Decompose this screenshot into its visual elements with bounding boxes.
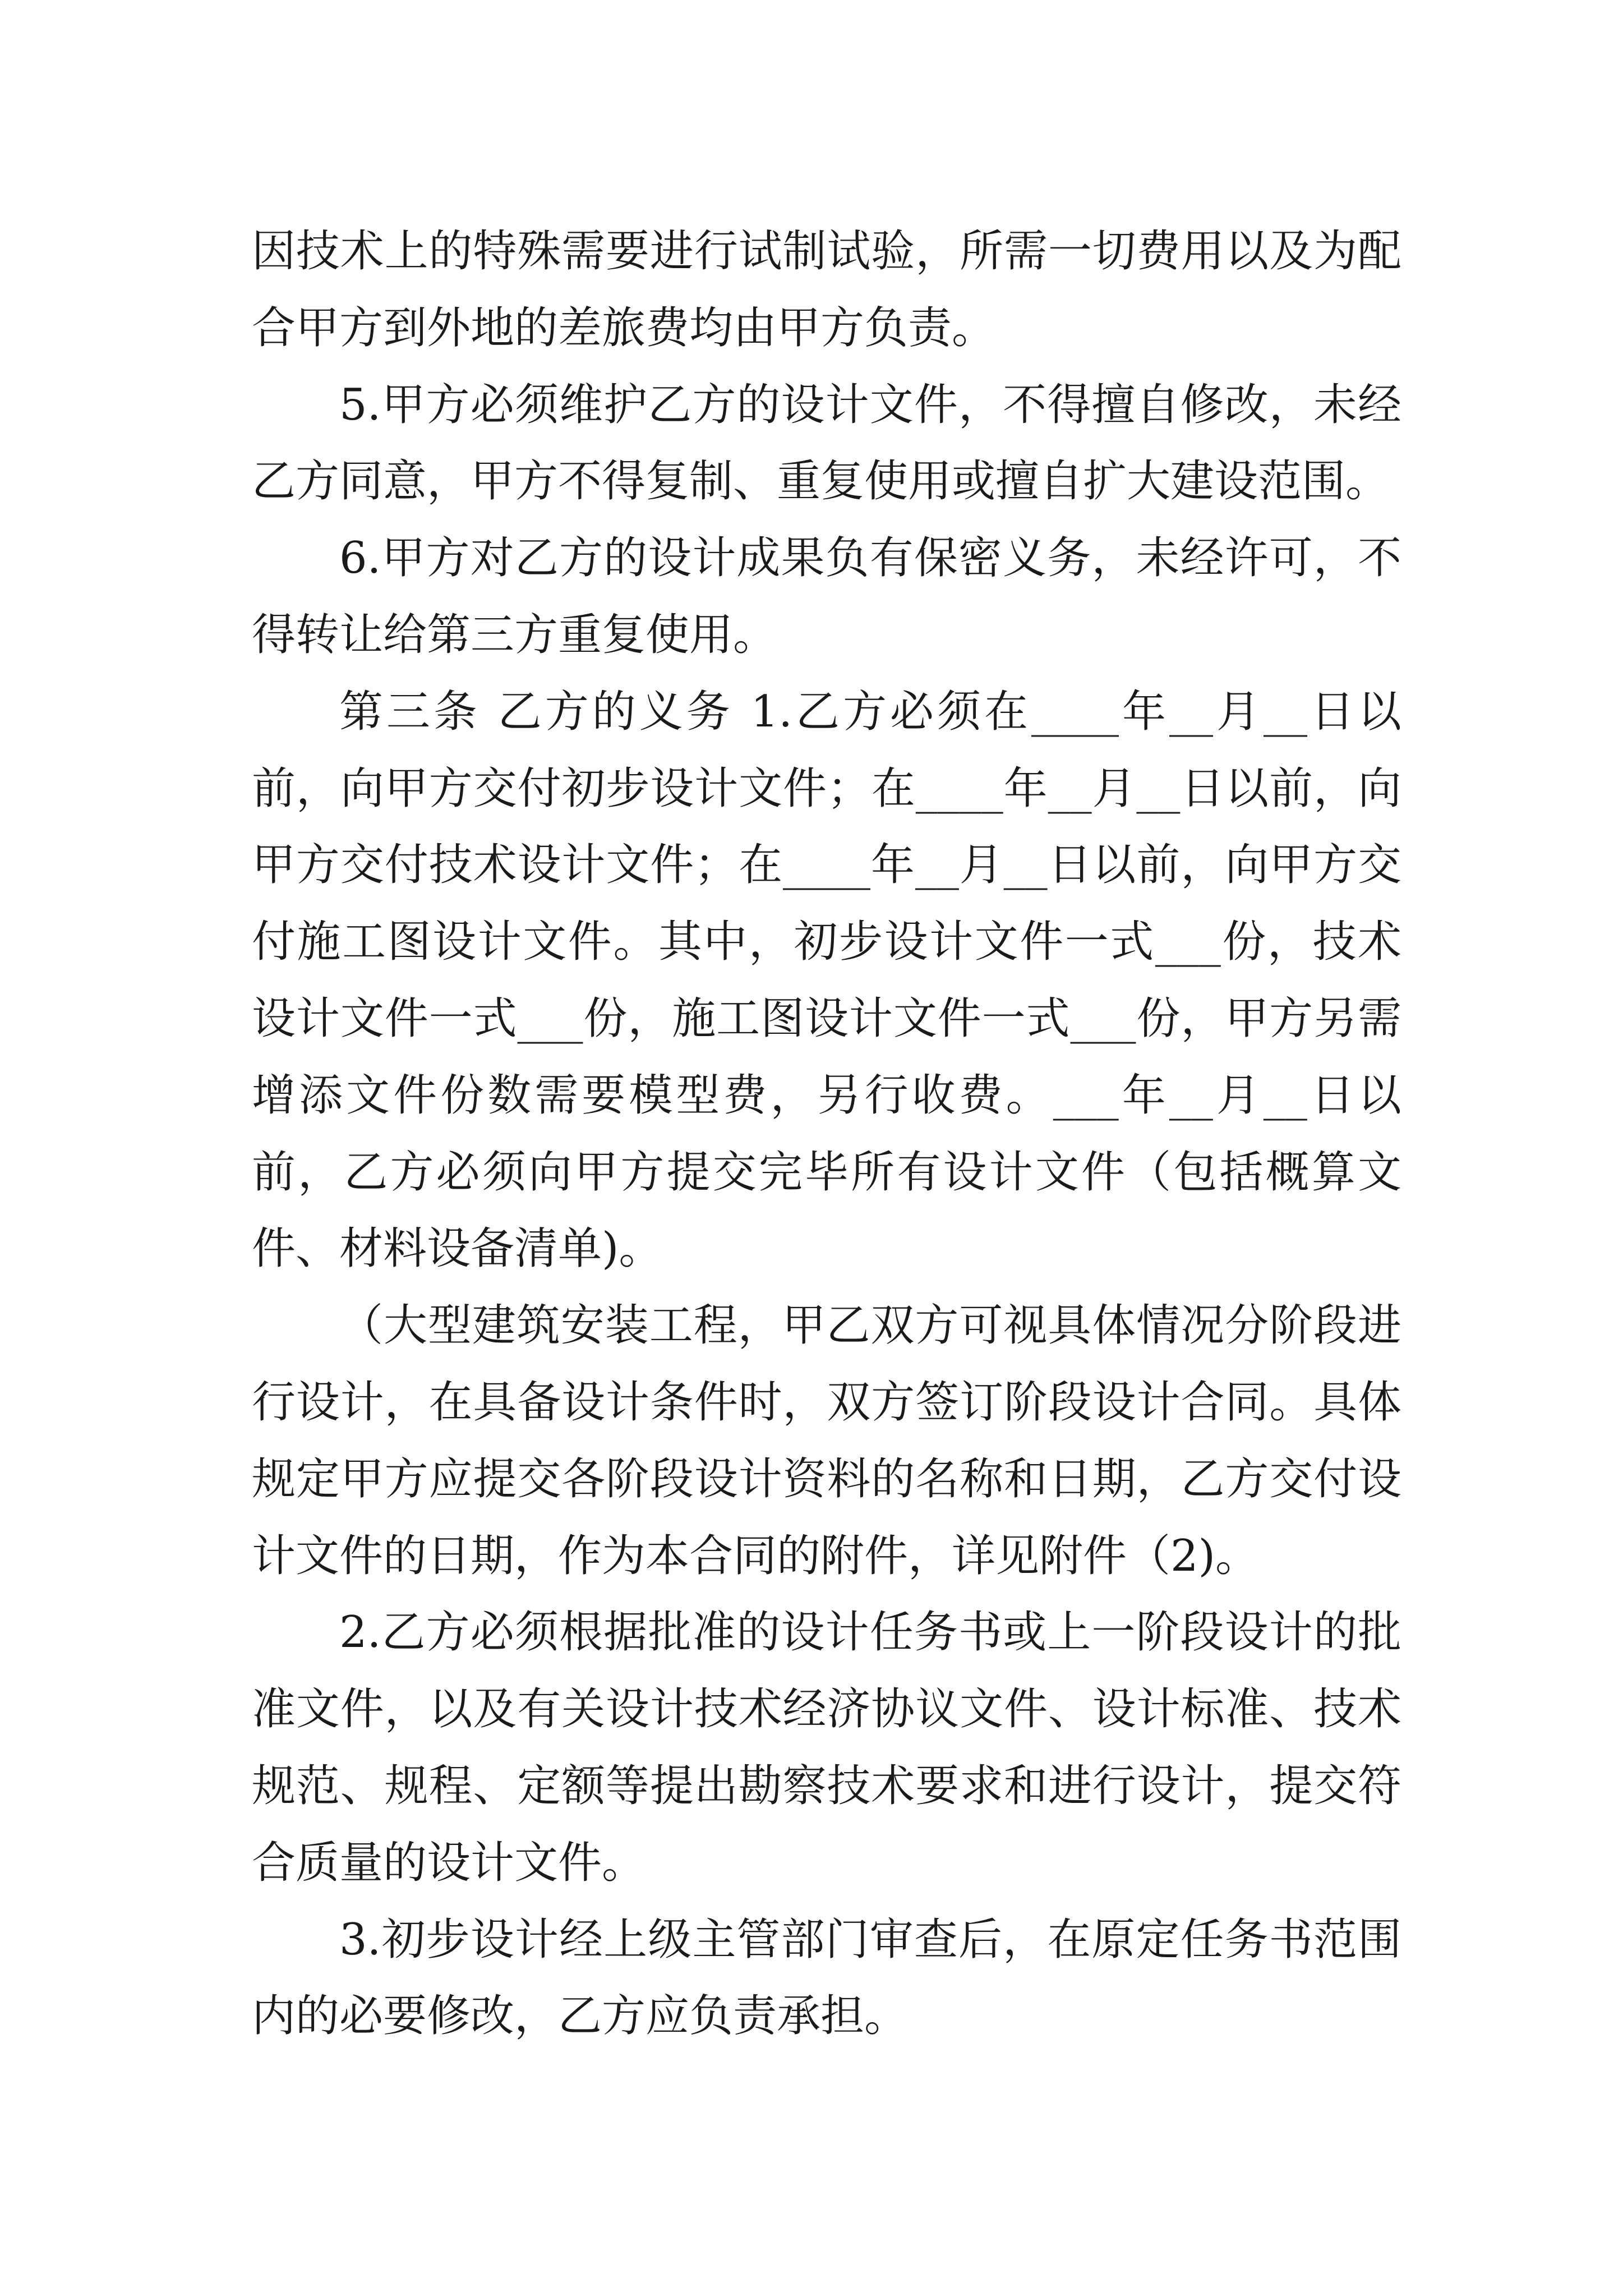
- paragraph-article-3-clause-3: 3.初步设计经上级主管部门审查后，在原定任务书范围内的必要修改，乙方应负责承担。: [252, 1914, 1401, 2042]
- document-body: [252, 213, 1401, 2055]
- paragraph-clause-6: 6.甲方对乙方的设计成果负有保密义务，未经许可，不得转让给第三方重复使用。: [252, 533, 1401, 660]
- paragraph-article-3-clause-2: 2.乙方必须根据批准的设计任务书或上一阶段设计的批准文件，以及有关设计技术经济协议文件、设计标准、技术规范、规程、定额等提出勘察技术要求和进行设计，提交符合质量的设计文件。: [252, 1607, 1401, 1888]
- paragraph-article-3-clause-1: 第三条 乙方的义务 1.乙方必须在____年__月__日以前，向甲方交付初步设计文件；在____年__月__日以前，向甲方交付技术设计文件；在____年__月__日以前，向甲方交付施工图设计文件。其中，初步设计文件一式___份，技术设计文件一式___份，施工图设计文件一式___份，甲方另需增添文件份数需要模型费，另行收费。___年__月__日以前，乙方必须向甲方提交完毕所有设计文件（包括概算文件、材料设备清单)。: [252, 686, 1401, 1274]
- paragraph-clause-5: 5.甲方必须维护乙方的设计文件，不得擅自修改，未经乙方同意，甲方不得复制、重复使用或擅自扩大建设范围。: [252, 379, 1401, 507]
- paragraph-large-project-note: （大型建筑安装工程，甲乙双方可视具体情况分阶段进行设计，在具备设计条件时，双方签订阶段设计合同。具体规定甲方应提交各阶段设计资料的名称和日期，乙方交付设计文件的日期，作为本合同的附件，详见附件（2)。: [252, 1300, 1401, 1581]
- paragraph-travel-expenses: 因技术上的特殊需要进行试制试验，所需一切费用以及为配合甲方到外地的差旅费均由甲方负责。: [252, 226, 1401, 353]
